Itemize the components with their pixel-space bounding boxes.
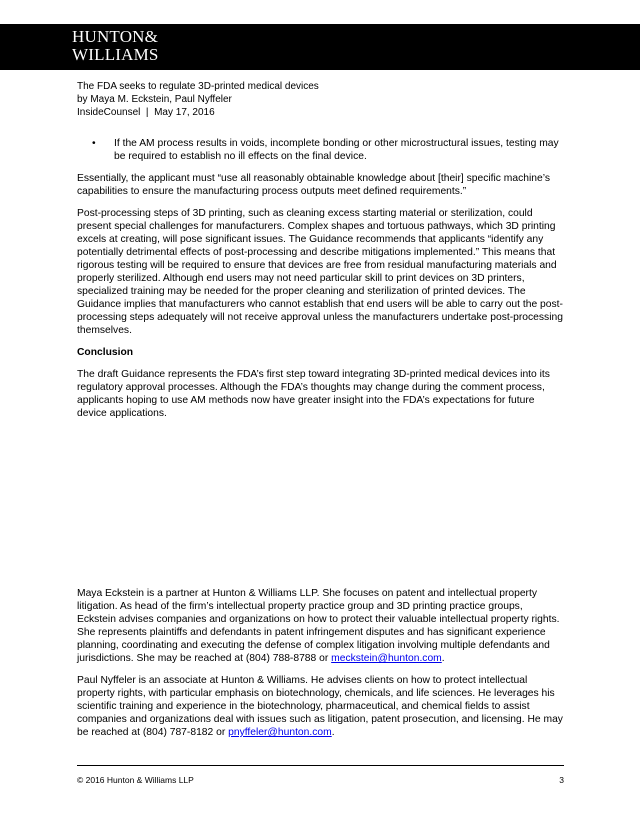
bio-nyffeler-text: Paul Nyffeler is an associate at Hunton & Williams. He advises clients on how to protect intellectual property rights, with particular emphasis on biotechnology, chemicals, and life sciences. He leverages his scientific training and experience in the biotechnology, pharmaceutical, and chemical fields to assist companies and organizations deal with issues such as litigation, patent prosecution, and licensing. He may be reached at (804) 787-8182 or (77, 675, 563, 738)
paragraph-3: The draft Guidance represents the FDA’s first step toward integrating 3D-printed medical devices into its regulatory approval processes. Although the FDA’s thoughts may change during the comment process, applicants hoping to use AM methods now have greater insight into the FDA’s expectations for future device applications. (77, 369, 550, 419)
bullet-text: If the AM process results in voids, incomplete bonding or other microstructural issues, testing may be required to establish no ill effects on the final device. (114, 138, 559, 162)
article-source: InsideCounsel | May 17, 2016 (77, 107, 215, 118)
logo-line-2: WILLIAMS (72, 45, 159, 64)
article-byline: by Maya M. Eckstein, Paul Nyffeler (77, 94, 232, 105)
bio-nyffeler-period: . (331, 727, 335, 738)
footer-divider (77, 765, 564, 766)
email-link-eckstein[interactable]: meckstein@hunton.com (331, 653, 442, 664)
article-title: The FDA seeks to regulate 3D-printed medical devices (77, 81, 319, 92)
hunton-williams-logo (72, 28, 159, 64)
copyright: © 2016 Hunton & Williams LLP (77, 775, 194, 785)
bio-eckstein (77, 587, 564, 665)
article-meta (77, 80, 319, 119)
section-heading: Conclusion (77, 347, 134, 358)
bio-nyffeler (77, 674, 564, 739)
bio-eckstein-period: . (441, 653, 445, 664)
page-footer (77, 775, 564, 785)
bullet-item (77, 137, 564, 163)
author-bios (77, 587, 564, 748)
email-link-nyffeler[interactable]: pnyffeler@hunton.com (228, 727, 332, 738)
paragraph-2: Post-processing steps of 3D printing, such as cleaning excess starting material or sterilization, could present special challenges for manufacturers. Complex shapes and tortuous pathways, which 3D printing excels at creating, will pose significant issues. The Guidance recommends that applicants “identify any potentially detrimental effects of post-processing and describe mitigations implemented.” This means that rigorous testing will be required to ensure that devices are free from residual manufacturing materials and properly sterilized. Although end users may not need particular skill to print devices on 3D printers, specialized training may be needed for the proper cleaning and sterilization of printed devices. The Guidance implies that manufacturers who cannot establish that end users will be able to carry out the post-processing steps adequately will not receive approval unless the manufacturers undertake post-processing themselves. (77, 208, 563, 336)
header-band (0, 24, 640, 70)
page-number: 3 (559, 775, 564, 785)
article-body (77, 137, 564, 429)
paragraph-1: Essentially, the applicant must “use all reasonably obtainable knowledge about [their] specific machine’s capabilities to ensure the manufacturing process outputs meet defined requirements.” (77, 173, 550, 197)
bio-eckstein-text: Maya Eckstein is a partner at Hunton & Williams LLP. She focuses on patent and intellectual property litigation. As head of the firm’s intellectual property practice group and 3D printing practice groups, Eckstein advises companies and organizations on how to protect their valuable intellectual property rights. She represents plaintiffs and defendants in patent infringement disputes and has significant experience planning, coordinating and executing the defense of complex litigation involving multiple defendants and jurisdictions. She may be reached at (804) 788-8788 or (77, 588, 560, 664)
bullet-icon: • (92, 138, 96, 149)
logo-line-1: HUNTON& (72, 27, 159, 46)
